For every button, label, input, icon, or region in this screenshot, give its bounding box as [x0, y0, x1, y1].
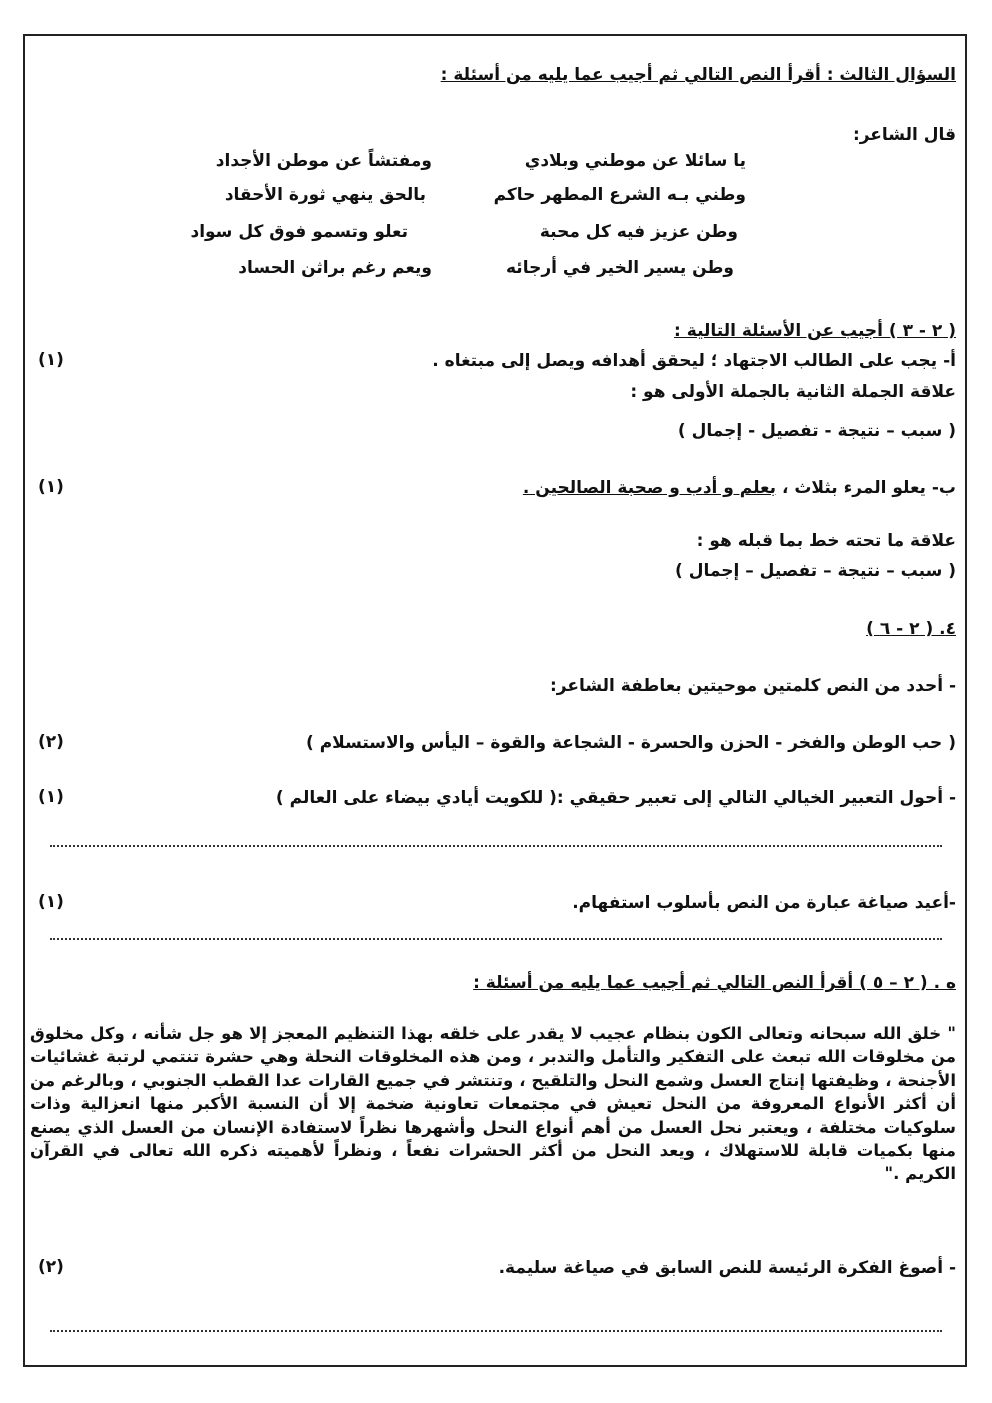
question-3-title: السؤال الثالث : أقرأ النص التالي ثم أجيب عما يليه من أسئلة : [440, 65, 956, 85]
question-b-underlined: بعلم و أدب و صحبة الصالحين . [522, 478, 777, 498]
section-4-q3: -أعيد صياغة عبارة من النص بأسلوب استفهام. [572, 893, 956, 913]
section-5-mark: (٢) [38, 1257, 64, 1277]
section-5-question: - أصوغ الفكرة الرئيسة للنص السابق في صياغة سليمة. [498, 1258, 956, 1278]
question-a-mark: (١) [38, 350, 64, 370]
question-a-text: أ- يجب على الطالب الاجتهاد ؛ ليحقق أهدافه ويصل إلى مبتغاه . [432, 351, 956, 371]
question-a-options: ( سبب – نتيجة - تفصيل - إجمال ) [677, 421, 956, 441]
question-a-prompt: علاقة الجملة الثانية بالجملة الأولى هو : [630, 382, 956, 402]
section-4-q2-mark: (١) [38, 787, 64, 807]
section-2-3-heading: ( ٢ - ٣ ) أجيب عن الأسئلة التالية : [674, 321, 956, 341]
verse-2-left: بالحق ينهي ثورة الأحقاد [224, 185, 426, 205]
verse-4-right: وطن يسير الخير في أرجائه [506, 258, 734, 278]
section-5-heading: ه . ( ٢ – ٥ ) أقرأ النص التالي ثم أجيب عما يليه من أسئلة : [473, 973, 956, 993]
section-4-q1-options: ( حب الوطن والفخر - الحزن والحسرة - الشجاعة والقوة – اليأس والاستسلام ) [306, 733, 956, 753]
section-4-q1: - أحدد من النص كلمتين موحيتين بعاطفة الشاعر: [549, 676, 956, 696]
answer-line-3[interactable] [50, 1330, 942, 1332]
answer-line-1[interactable] [50, 845, 942, 847]
passage-text: " خلق الله سبحانه وتعالى الكون بنظام عجيب لا يقدر على خلقه بهذا التنظيم المعجز إلا هو جل شأنه ، وكل مخلوق من مخلوقات الله تبعث على التفكير والتأمل والتدبر ، ومن هذه المخلوقات النحلة وهي حشرة تنتمي لرتبة غشائيات الأجنحة ، وظيفتها إنتاج العسل وشمع النحل والتلقيح ، وتنتشر في جميع القارات عدا القطب الجنوبي ، وبالرغم من أن أكثر الأنواع المعروفة من النحل تعيش في مجتمعات تعاونية ضخمة إلا أن النسبة الأكبر منها انعزالية وذات سلوكيات مختلفة ، ويعتبر نحل العسل من أهم أنواع النحل وأشهرها نظراً لاستفادة الإنسان من العسل الذي يصنع منها بكميات قابلة للاستهلاك ، ويعد النحل من أكثر الحشرات نفعاً ، ونظراً لأهميته ذكره الله تعالى في القرآن الكريم ." [30, 1024, 956, 1184]
verse-3-left: تعلو وتسمو فوق كل سواد [190, 222, 408, 242]
question-b-prefix: ب- يعلو المرء بثلاث ، [776, 478, 956, 498]
verse-2-right: وطني بـه الشرع المطهر حاكم [493, 185, 746, 205]
verse-1-right: يا سائلا عن موطني وبلادي [524, 151, 746, 171]
section-4-q2: - أحول التعبير الخيالي التالي إلى تعبير حقيقي :( للكويت أيادي بيضاء على العالم ) [275, 788, 956, 808]
verse-4-left: ويعم رغم براثن الحساد [238, 258, 432, 278]
question-b-mark: (١) [38, 477, 64, 497]
question-b-prompt: علاقة ما تحته خط بما قبله هو : [696, 531, 956, 551]
answer-line-2[interactable] [50, 938, 942, 940]
section-4-q3-mark: (١) [38, 892, 64, 912]
poet-intro: قال الشاعر: [852, 125, 956, 145]
question-b-text [523, 477, 956, 499]
question-b-options: ( سبب – نتيجة – تفصيل – إجمال ) [675, 561, 956, 581]
verse-1-left: ومفتشاً عن موطن الأجداد [215, 151, 432, 171]
section-4-heading: ٤. ( ٢ - ٦ ) [866, 619, 956, 639]
verse-3-right: وطن عزيز فيه كل محبة [539, 222, 738, 242]
section-4-q1-mark: (٢) [38, 732, 64, 752]
